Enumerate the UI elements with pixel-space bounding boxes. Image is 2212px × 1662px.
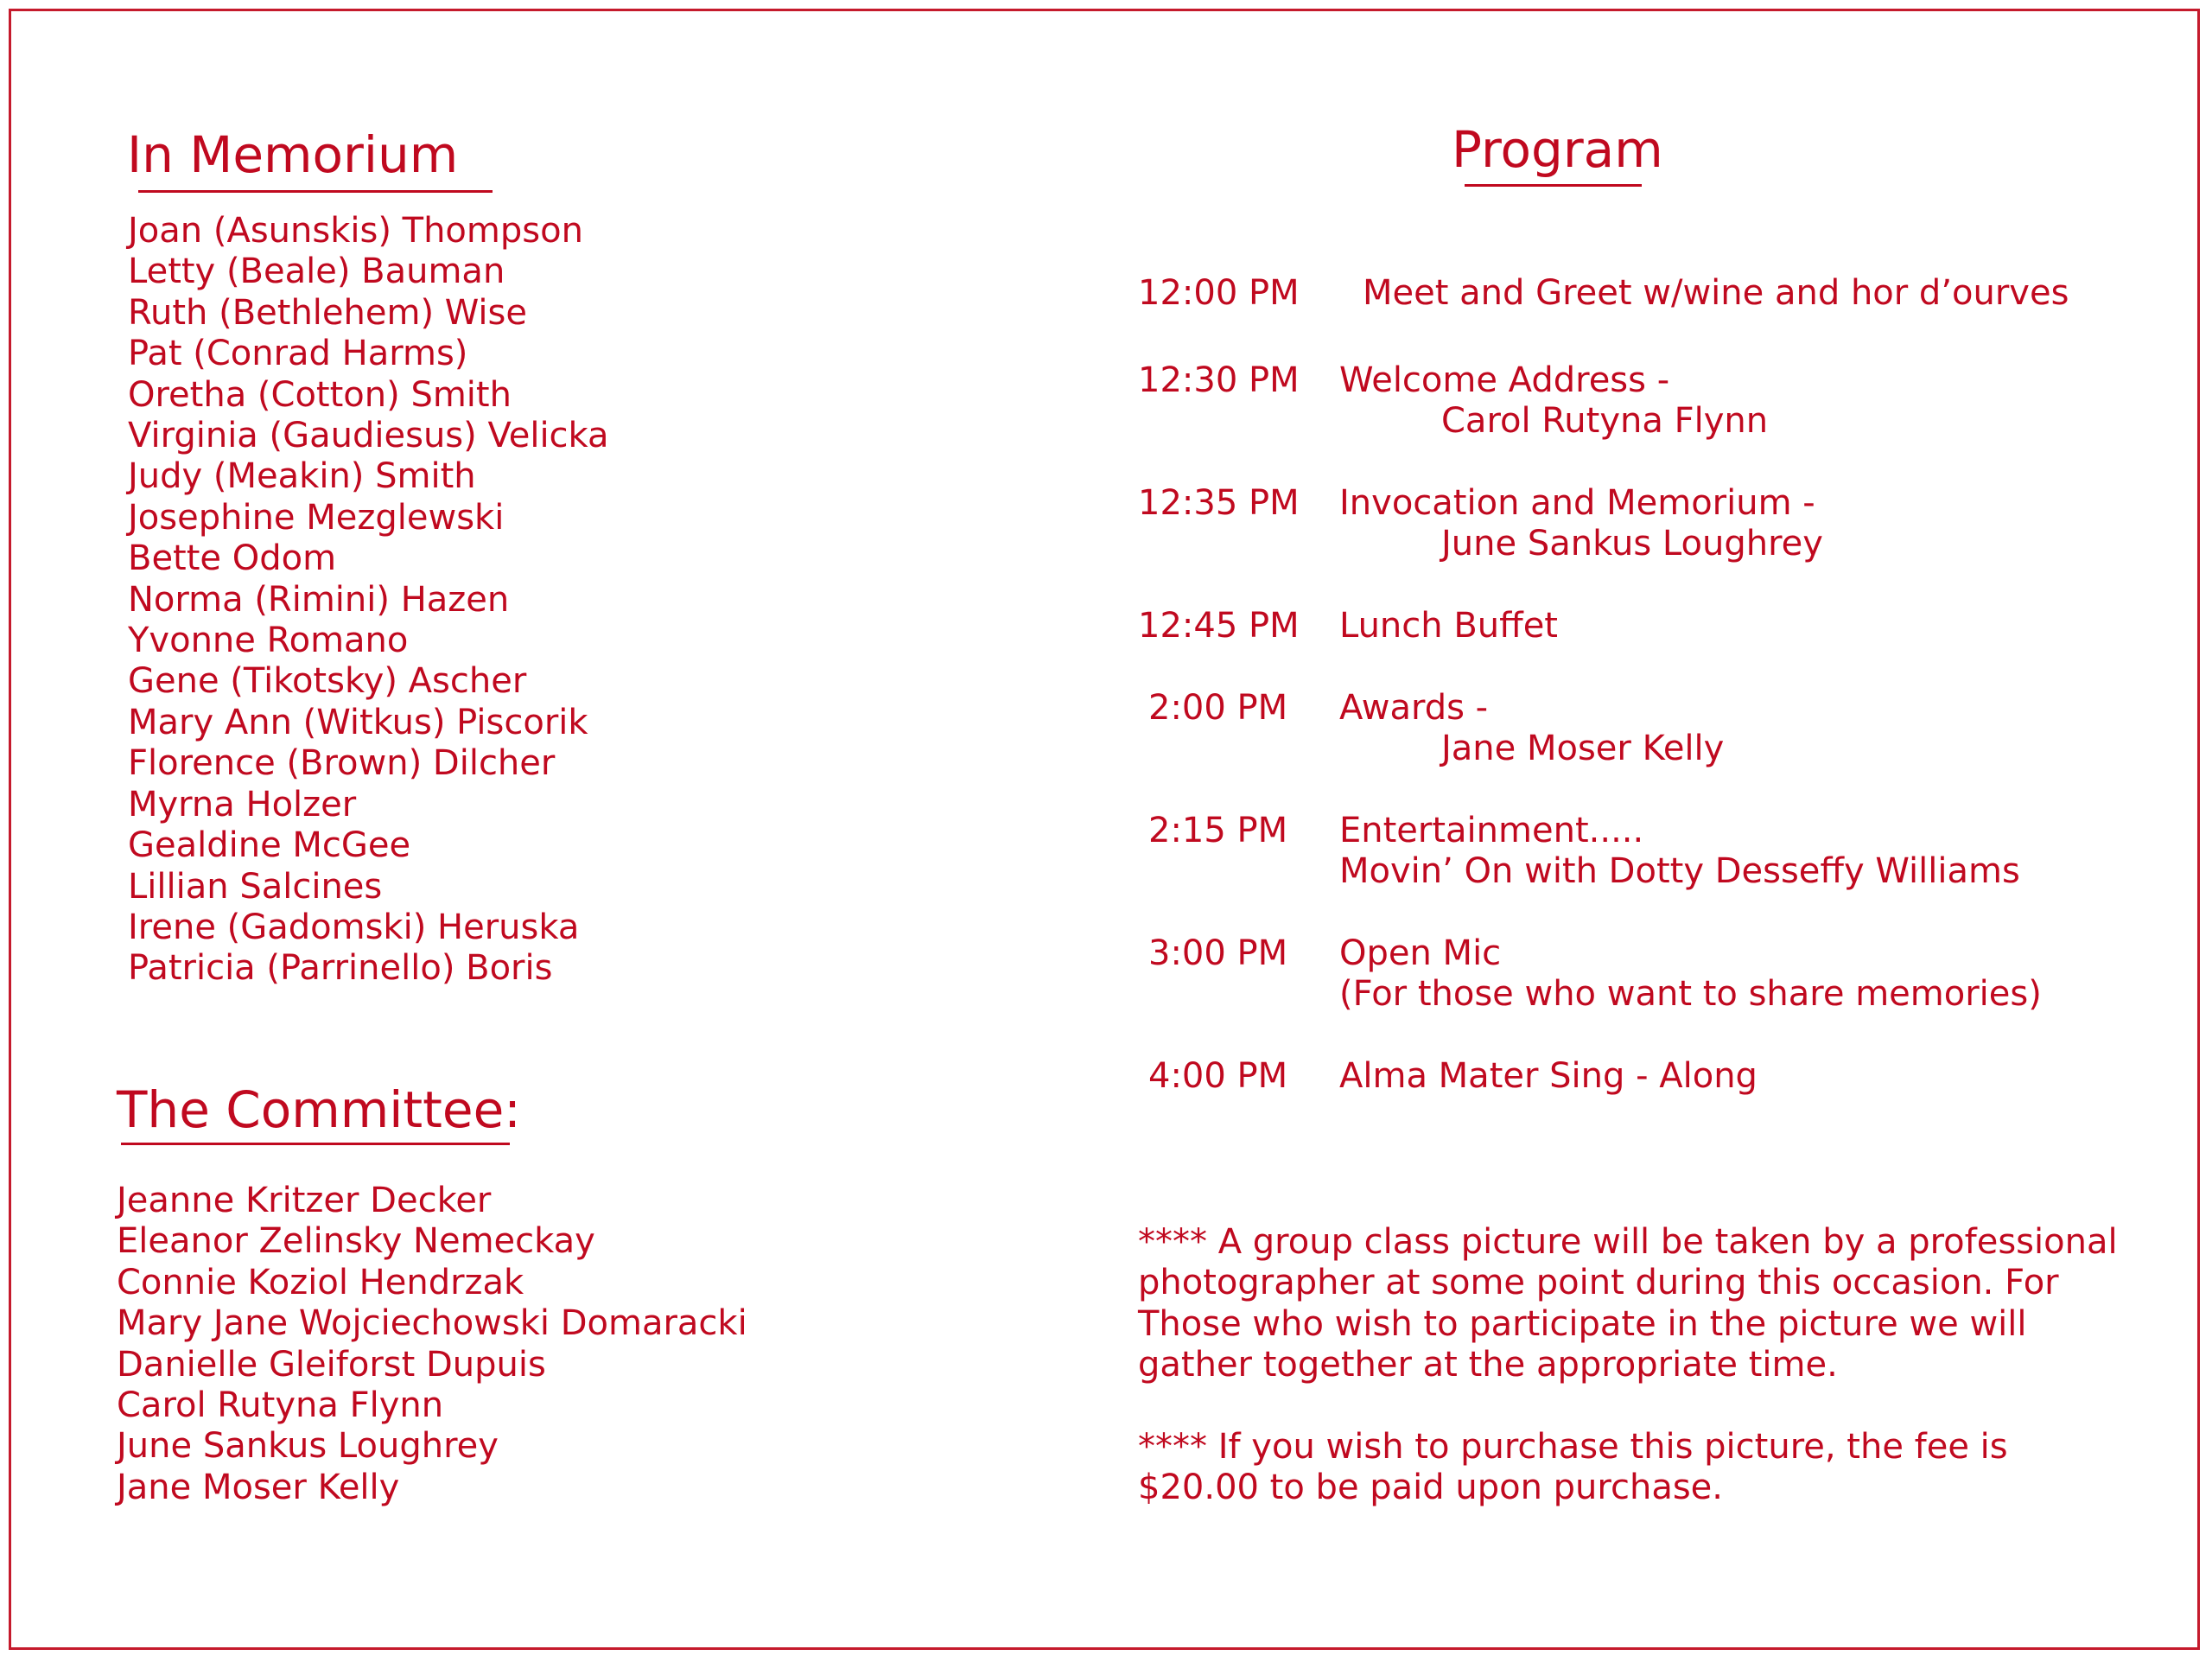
- program-time: 12:00 PM: [1138, 273, 1300, 313]
- program-activity: Welcome Address -: [1339, 360, 1670, 400]
- program-activity: Open Mic: [1339, 933, 1502, 973]
- program-activity-detail: (For those who want to share memories): [1339, 974, 2042, 1014]
- note-line: Those who wish to participate in the picture we will: [1138, 1303, 2027, 1344]
- program-activity: Invocation and Memorium -: [1339, 483, 1815, 523]
- program-time: 12:45 PM: [1138, 606, 1300, 646]
- program-presenter: June Sankus Loughrey: [1441, 524, 1823, 564]
- memorium-name: Gealdine McGee: [128, 825, 411, 866]
- program-activity: Alma Mater Sing - Along: [1339, 1056, 1758, 1096]
- note-line: $20.00 to be paid upon purchase.: [1138, 1468, 1723, 1508]
- committee-name: Carol Rutyna Flynn: [117, 1385, 444, 1426]
- program-activity: Lunch Buffet: [1339, 606, 1558, 646]
- note-line: gather together at the appropriate time.: [1138, 1345, 1838, 1385]
- memorium-name: Myrna Holzer: [128, 784, 357, 825]
- program-activity: Meet and Greet w/wine and hor d’ourves: [1363, 273, 2069, 313]
- committee-name: Jeanne Kritzer Decker: [117, 1181, 492, 1220]
- committee-name: Danielle Gleiforst Dupuis: [117, 1344, 546, 1385]
- memorium-title: In Memorium: [127, 125, 459, 184]
- program-title: Program: [1452, 120, 1663, 179]
- memorium-name: Joan (Asunskis) Thompson: [128, 211, 583, 251]
- memorium-name: Yvonne Romano: [128, 621, 409, 661]
- memorium-name: Bette Odom: [128, 538, 337, 579]
- memorium-name: Josephine Mezglewski: [128, 497, 505, 538]
- program-time: 12:35 PM: [1138, 483, 1300, 523]
- program-time: 2:00 PM: [1148, 688, 1288, 728]
- memorium-name: Patricia (Parrinello) Boris: [128, 948, 553, 989]
- memorium-name: Irene (Gadomski) Heruska: [128, 907, 580, 947]
- program-time: 3:00 PM: [1148, 933, 1288, 973]
- program-time: 12:30 PM: [1138, 360, 1300, 400]
- committee-name: Connie Koziol Hendrzak: [117, 1262, 524, 1302]
- memorium-name: Gene (Tikotsky) Ascher: [128, 661, 527, 702]
- program-presenter: Jane Moser Kelly: [1441, 729, 1725, 768]
- note-line: photographer at some point during this occasion. For: [1138, 1263, 2059, 1303]
- program-activity: Awards -: [1339, 688, 1489, 728]
- committee-name: June Sankus Loughrey: [117, 1426, 499, 1467]
- memorium-name: Letty (Beale) Bauman: [128, 252, 505, 292]
- group-picture-note: [1138, 1222, 2118, 1386]
- note-line: **** A group class picture will be taken by a professional: [1138, 1222, 2118, 1262]
- note-line: **** If you wish to purchase this picture, the fee is: [1138, 1427, 2008, 1467]
- memorium-title-underline: [138, 190, 493, 193]
- memorium-name: Norma (Rimini) Hazen: [128, 579, 510, 620]
- program-activity: Entertainment.....: [1339, 811, 1644, 850]
- memorium-name: Judy (Meakin) Smith: [128, 456, 476, 497]
- committee-title-underline: [121, 1143, 510, 1145]
- memorium-name: Pat (Conrad Harms): [128, 334, 468, 374]
- memorium-name: Ruth (Bethlehem) Wise: [128, 292, 527, 333]
- memorium-name: Lillian Salcines: [128, 866, 383, 907]
- program-time: 2:15 PM: [1148, 811, 1288, 850]
- committee-name: Mary Jane Wojciechowski Domaracki: [117, 1303, 747, 1344]
- program-presenter: Movin’ On with Dotty Desseffy Williams: [1339, 851, 2020, 891]
- memorium-name: Mary Ann (Witkus) Piscorik: [128, 702, 588, 742]
- program-title-underline: [1465, 184, 1642, 187]
- program-time: 4:00 PM: [1148, 1056, 1288, 1096]
- memorium-name: Oretha (Cotton) Smith: [128, 374, 512, 415]
- memorium-name: Virginia (Gaudiesus) Velicka: [128, 416, 609, 456]
- memorium-name: Florence (Brown) Dilcher: [128, 743, 556, 784]
- committee-title: The Committee:: [117, 1080, 521, 1139]
- memorium-list: [128, 211, 609, 990]
- committee-name: Eleanor Zelinsky Nemeckay: [117, 1221, 595, 1262]
- committee-name: Jane Moser Kelly: [117, 1467, 400, 1507]
- program-presenter: Carol Rutyna Flynn: [1441, 401, 1769, 441]
- picture-purchase-note: [1138, 1427, 2106, 1509]
- committee-list: [117, 1181, 747, 1508]
